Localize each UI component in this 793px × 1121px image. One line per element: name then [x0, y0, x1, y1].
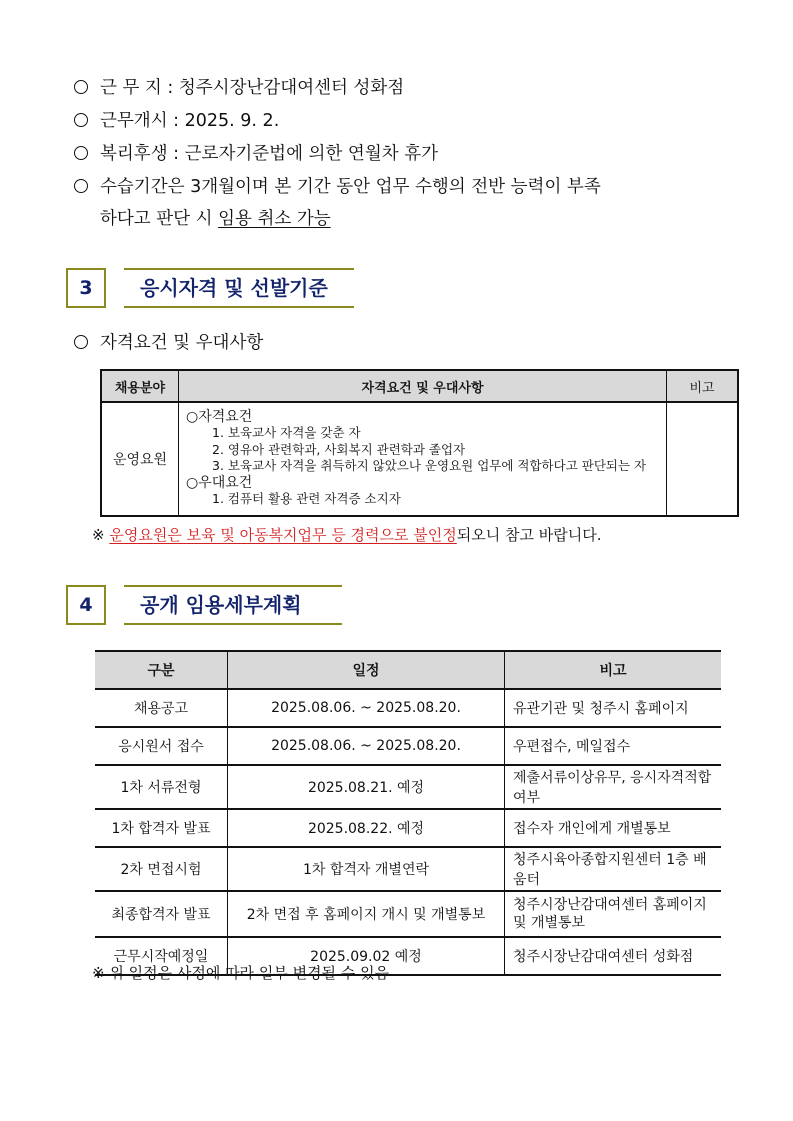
condition-probation: 수습기간은 3개월이며 본 기간 동안 업무 수행의 전반 능력이 부족 [74, 173, 601, 198]
section-number: 3 [66, 268, 106, 308]
table-row [95, 847, 721, 891]
condition-probation-cont: 하다고 판단 시 임용 취소 가능 [100, 209, 331, 229]
section-title: 공개 임용세부계획 [124, 585, 342, 625]
req-item: 3. 보육교사 자격을 취득하지 않았으나 운영요원 업무에 적합하다고 판단되는 자 [212, 458, 647, 473]
circle-bullet-icon [74, 113, 88, 127]
req-item: 2. 영유아 관련학과, 사회복지 관련학과 졸업자 [212, 441, 466, 457]
table-row [95, 809, 721, 847]
schedule-table [95, 650, 721, 976]
notice-schedule-change: ※ 위 일정은 사정에 따라 일부 변경될 수 있음 [92, 964, 390, 982]
cell-schedule: 2차 면접 후 홈페이지 개시 및 개별통보 [228, 891, 505, 937]
cell-schedule: 2025.08.21. 예정 [228, 765, 505, 809]
qualification-table [100, 369, 739, 517]
cell-schedule: 2025.09.02 예정 [228, 937, 505, 975]
cell-remarks: 청주시장난감대여센터 성화점 [505, 937, 722, 975]
col-header-schedule: 일정 [228, 651, 505, 689]
cell-category: 응시원서 접수 [95, 727, 228, 765]
table-row [95, 689, 721, 727]
cell-category: 최종합격자 발표 [95, 891, 228, 937]
circle-bullet-icon [74, 80, 88, 94]
condition-workplace: 근 무 지 : 청주시장난감대여센터 성화점 [74, 74, 404, 99]
cell-remarks: 청주시장난감대여센터 홈페이지 및 개별통보 [505, 891, 722, 937]
notice-red-text: 운영요원은 보육 및 아동복지업무 등 경력으로 불인정 [109, 526, 457, 544]
cell-remarks: 접수자 개인에게 개별통보 [505, 809, 722, 847]
section-title: 응시자격 및 선발기준 [124, 268, 354, 308]
cell-remarks: 제출서류이상유무, 응시자격적합여부 [505, 765, 722, 809]
col-header-field: 채용분야 [101, 370, 179, 402]
notice-experience: ※ 운영요원은 보육 및 아동복지업무 등 경력으로 불인정되오니 참고 바랍니다. [92, 526, 602, 544]
req-heading: ○자격요건 [186, 408, 253, 425]
circle-bullet-icon [74, 146, 88, 160]
circle-bullet-icon [74, 179, 88, 193]
note-cell [667, 402, 739, 516]
col-header-requirements: 자격요건 및 우대사항 [179, 370, 667, 402]
col-header-category: 구분 [95, 651, 228, 689]
cell-category: 근무시작예정일 [95, 937, 228, 975]
cell-remarks: 우편접수, 메일접수 [505, 727, 722, 765]
circle-bullet-icon [74, 335, 88, 349]
cell-schedule: 2025.08.22. 예정 [228, 809, 505, 847]
req-item: 1. 보육교사 자격을 갖춘 자 [212, 425, 361, 440]
col-header-remarks: 비고 [505, 651, 722, 689]
cell-remarks: 유관기관 및 청주시 홈페이지 [505, 689, 722, 727]
cell-remarks: 청주시육아종합지원센터 1층 배움터 [505, 847, 722, 891]
pref-heading: ○우대요건 [186, 474, 253, 491]
field-cell: 운영요원 [101, 402, 179, 516]
cell-category: 1차 서류전형 [95, 765, 228, 809]
condition-benefits: 복리후생 : 근로자기준법에 의한 연월차 휴가 [74, 140, 438, 165]
cell-category: 2차 면접시험 [95, 847, 228, 891]
requirements-cell [179, 402, 667, 516]
table-row [95, 891, 721, 937]
qual-intro: 자격요건 및 우대사항 [74, 329, 263, 354]
pref-item: 1. 컴퓨터 활용 관련 자격증 소지자 [212, 491, 401, 506]
table-row [95, 765, 721, 809]
cell-category: 1차 합격자 발표 [95, 809, 228, 847]
cell-schedule: 2025.08.06. ~ 2025.08.20. [228, 689, 505, 727]
table-row [95, 727, 721, 765]
col-header-note: 비고 [667, 370, 739, 402]
condition-start-date: 근무개시 : 2025. 9. 2. [74, 107, 279, 132]
cell-schedule: 1차 합격자 개별연락 [228, 847, 505, 891]
cell-schedule: 2025.08.06. ~ 2025.08.20. [228, 727, 505, 765]
section-number: 4 [66, 585, 106, 625]
cell-category: 채용공고 [95, 689, 228, 727]
cancellation-text: 임용 취소 가능 [218, 209, 331, 229]
